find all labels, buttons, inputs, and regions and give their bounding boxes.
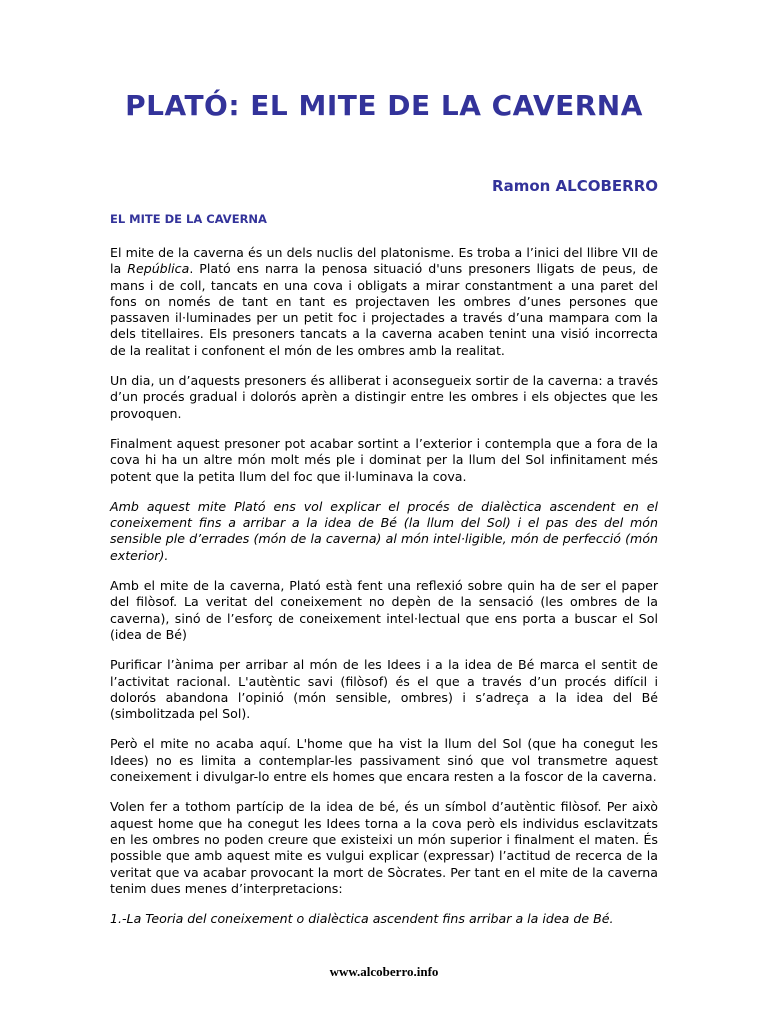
paragraph-3: Finalment aquest presoner pot acabar sortint a l’exterior i contempla que a fora de la cova hi ha un altre món molt més ple i dominat per la llum del Sol infinitament més potent que la petita llum del foc que il·luminava la cova. [110,435,658,484]
section-heading: EL MITE DE LA CAVERNA [110,212,267,226]
paragraph-6: Purificar l’ànima per arribar al món de les Idees i a la idea de Bé marca el sentit de l’activitat racional. L'autèntic savi (filòsof) és el que a través d’un procés difícil i dolorós abandona l’opinió (món sensible, ombres) i s’adreça a la idea del Bé (simbolitzada pel Sol). [110,657,658,722]
paragraph-4: Amb aquest mite Plató ens vol explicar el procés de dialèctica ascendent en el coneixement fins a arribar a la idea de Bé (la llum del Sol) i el pas des del món sensible ple d’errades (món de la caverna) al món intel·ligible, món de perfecció (món exterior). [110,498,658,563]
document-title: PLATÓ: EL MITE DE LA CAVERNA [125,89,643,122]
book-title-republica: República [127,261,190,277]
list-item-1: 1.-La Teoria del coneixement o dialèctica ascendent fins arribar a la idea de Bé. [110,911,614,927]
paragraph-1-text-end: . Plató ens narra la penosa situació d'uns presoners lligats de peus, de mans i de coll, tancats en una cova i obligats a mirar constantment a una paret del fons on només de tant en tant es projectaven les ombres d’unes persones que passaven il·luminades per un petit foc i projectades a través d’una mampara com la dels titellaires. Els presoners tancats a la caverna acaben tenint una visió incorrecta de la realitat i confonent el món de les ombres amb la realitat. [110,261,658,358]
paragraph-1 [110,245,658,359]
author-name: Ramon ALCOBERRO [492,177,658,195]
paragraph-8: Volen fer a tothom partícip de la idea de bé, és un símbol d’autèntic filòsof. Per això aquest home que ha conegut les Idees torna a la cova però els individus esclavitzats en les ombres no poden creure que existeixi un món superior i finalment el maten. És possible que amb aquest mite es vulgui explicar (expressar) l’actitud de recerca de la veritat que va acabar provocant la mort de Sòcrates. Per tant en el mite de la caverna tenim dues menes d’interpretacions: [110,799,658,896]
body-text [110,245,658,941]
footer-url: www.alcoberro.info [329,964,439,979]
paragraph-2: Un dia, un d’aquests presoners és alliberat i aconsegueix sortir de la caverna: a través d’un procés gradual i dolorós aprèn a distingir entre les ombres i els objectes que les provoquen. [110,373,658,421]
paragraph-7: Però el mite no acaba aquí. L'home que ha vist la llum del Sol (que ha conegut les Idees) no es limita a contemplar-les passivament sinó que vol transmetre aquest coneixement i divulgar-lo entre els homes que encara resten a la foscor de la caverna. [110,736,658,785]
paragraph-5: Amb el mite de la caverna, Plató està fent una reflexió sobre quin ha de ser el paper del filòsof. La veritat del coneixement no depèn de la sensació (les ombres de la caverna), sinó de l’esforç de coneixement intel·lectual que ens porta a buscar el Sol (idea de Bé) [110,578,658,642]
paragraph-1-text-start: El mite de la caverna és un dels nuclis del platonisme. Es troba a l’inici del llibre VII de la [110,245,658,277]
